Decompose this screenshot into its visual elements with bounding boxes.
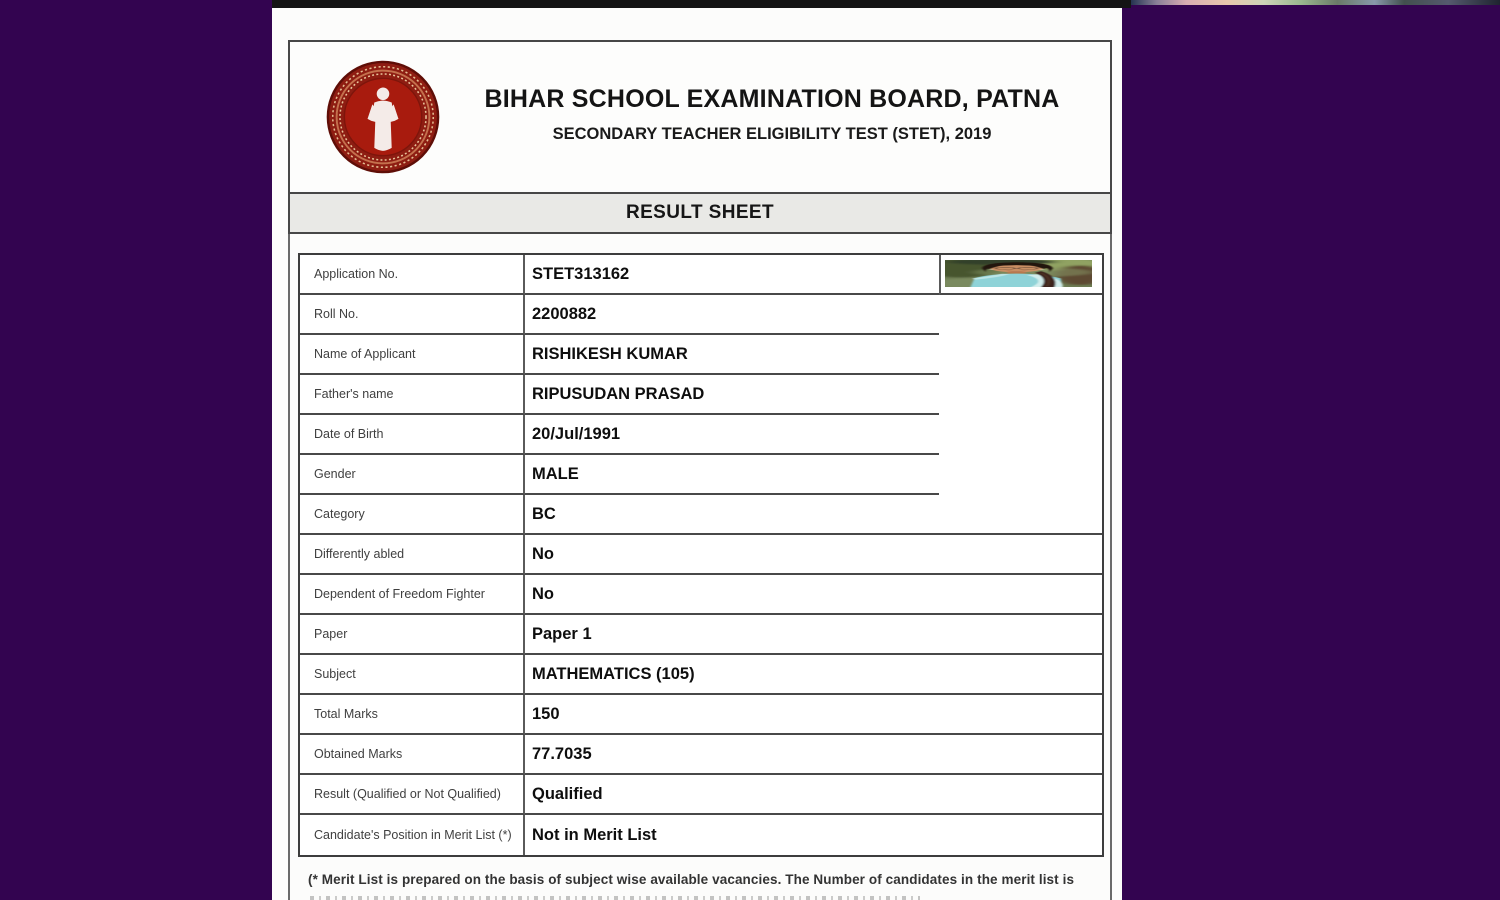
row-value: 77.7035 [525,735,1102,775]
row-value: Qualified [525,775,1102,815]
row-label: Dependent of Freedom Fighter [300,575,525,615]
candidate-photo [939,255,1102,295]
backdrop-photo-strip [1131,0,1500,5]
row-label: Father's name [300,375,525,415]
merit-list-footnote: (* Merit List is prepared on the basis of subject wise available vacancies. The Number of candidates in the merit list is [308,872,1075,887]
row-label: Application No. [300,255,525,295]
row-value: MALE [525,455,939,495]
row-value: No [525,535,1102,575]
row-value: RISHIKESH KUMAR [525,335,939,375]
row-value: Paper 1 [525,615,1102,655]
document-header [288,40,1112,234]
row-label: Paper [300,615,525,655]
bseb-seal-icon [324,59,442,175]
row-label: Category [300,495,525,535]
row-label: Gender [300,455,525,495]
header-titles [442,85,1110,150]
sheet-title: RESULT SHEET [625,202,774,223]
board-name: BIHAR SCHOOL EXAMINATION BOARD, PATNA [484,84,1060,113]
exam-name: SECONDARY TEACHER ELIGIBILITY TEST (STET), 2019 [552,124,992,143]
row-value: MATHEMATICS (105) [525,655,1102,695]
row-value: RIPUSUDAN PRASAD [525,375,939,415]
row-label: Obtained Marks [300,735,525,775]
header-top-row [290,42,1110,192]
result-table [298,253,1104,857]
row-label: Total Marks [300,695,525,735]
row-label: Subject [300,655,525,695]
result-sheet-document [272,0,1122,900]
row-value: STET313162 [525,255,939,295]
row-value: Not in Merit List [532,825,657,844]
row-value: 150 [525,695,1102,735]
row-label: Name of Applicant [300,335,525,375]
row-label: Date of Birth [300,415,525,455]
row-value: BC [525,495,1102,535]
clipped-footnote-line [310,896,920,900]
row-value: 2200882 [525,295,939,335]
row-label: Result (Qualified or Not Qualified) [300,775,525,815]
row-label: Roll No. [300,295,525,335]
row-value: 20/Jul/1991 [525,415,939,455]
row-label: Candidate's Position in Merit List (*) [300,815,525,855]
row-label: Differently abled [300,535,525,575]
document-top-black-strip [272,0,1131,8]
result-sheet-bar [290,192,1110,232]
row-value: No [525,575,1102,615]
